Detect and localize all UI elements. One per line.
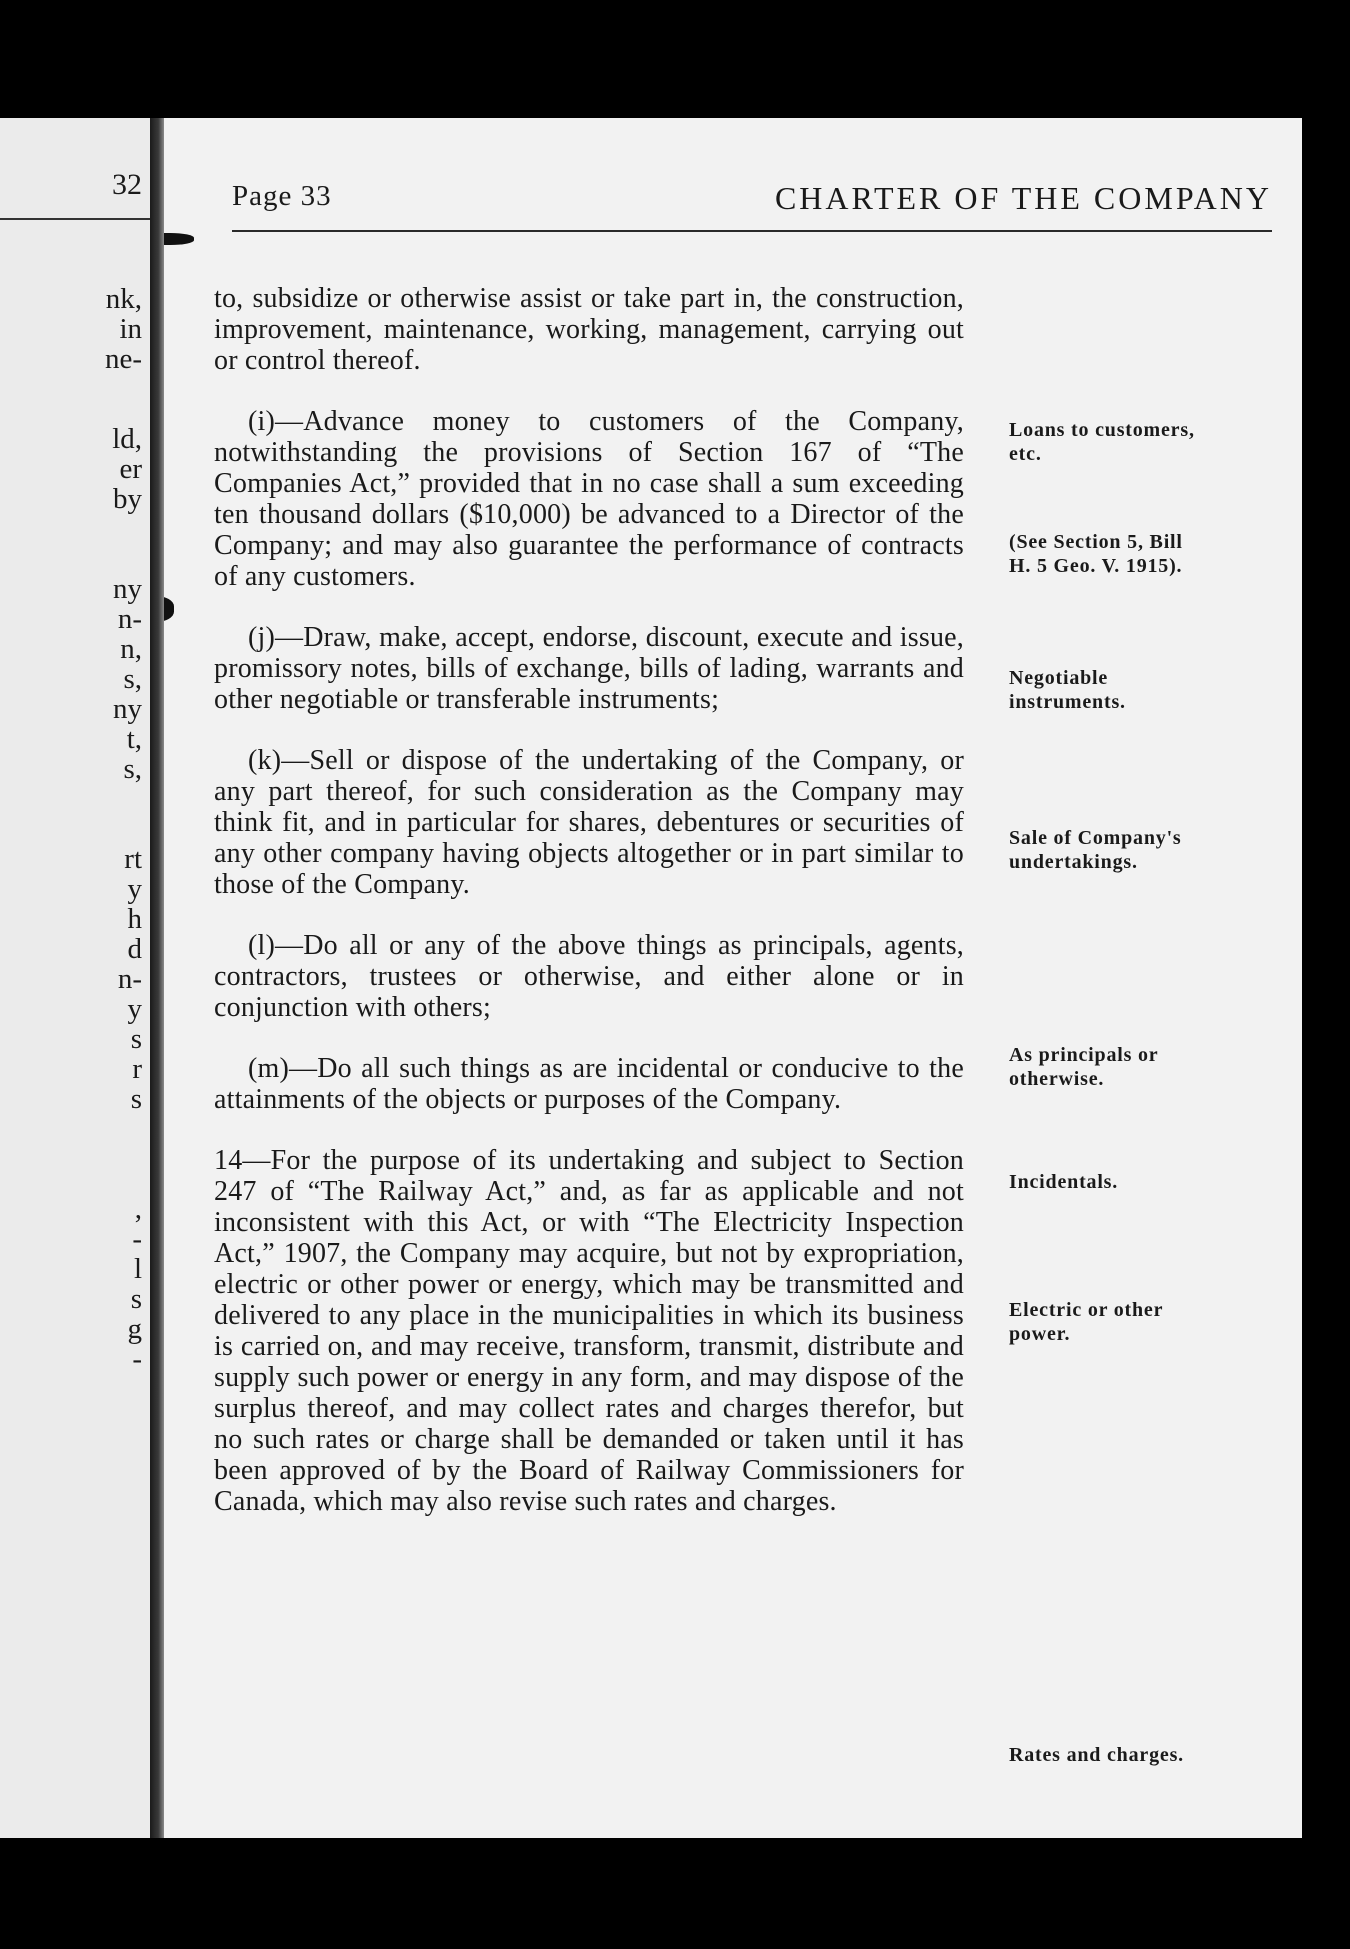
previous-page-fragment: g: [127, 1313, 142, 1345]
running-title: CHARTER OF THE COMPANY: [774, 180, 1272, 216]
previous-page-fragment: s: [130, 1023, 142, 1055]
clause-j: (j)—Draw, make, accept, endorse, discount, execute and issue, promissory notes, bills of exchange, bills of lading, warrants and other negotiable or transferable instruments;: [214, 622, 964, 715]
previous-page-fragment: -: [132, 1223, 142, 1255]
previous-page-fragment: by: [113, 483, 142, 515]
previous-page-fragment: s: [130, 1283, 142, 1315]
previous-page-fragment: n-: [117, 603, 142, 635]
previous-page-fragment: -: [132, 1343, 142, 1375]
previous-page-fragment: h: [127, 903, 142, 935]
previous-page-fragment: y: [127, 993, 142, 1025]
page-33: [164, 118, 1302, 1838]
previous-page-fragment: d: [127, 933, 142, 965]
margin-note-incidentals: Incidentals.: [1009, 1171, 1119, 1193]
binding-stitch: [164, 233, 194, 245]
margin-note-principals: As principals or otherwise.: [1009, 1044, 1159, 1090]
margin-note-reference: (See Section 5, Bill H. 5 Geo. V. 1915).: [1009, 531, 1183, 577]
clause-k: (k)—Sell or dispose of the undertaking of the Company, or any part thereof, for such consideration as the Company may think fit, and in particular for shares, debentures or securities of any other company having objects altogether or in part similar to those of the Company.: [214, 745, 964, 900]
margin-note-sale: Sale of Company's undertakings.: [1009, 827, 1182, 873]
header-rule: [232, 230, 1272, 232]
previous-page-fragment: ne-: [104, 343, 142, 375]
page-number: Page 33: [232, 180, 332, 212]
margin-note-negotiable: Negotiable instruments.: [1009, 667, 1126, 713]
previous-page-fragment: n-: [117, 963, 142, 995]
previous-page-fragment: rt: [124, 843, 142, 875]
previous-page-fragment: s,: [123, 663, 142, 695]
previous-page-fragment: ,: [134, 1193, 142, 1225]
clause-i: (i)—Advance money to customers of the Company, notwithstanding the provisions of Section 167 of “The Companies Act,” provided that in no case shall a sum exceeding ten thousand dollars ($10,000) be advanced to a Director of the Company; and may also guarantee the performance of contracts of any customers.: [214, 406, 964, 592]
previous-page-fragment: ny: [113, 693, 142, 725]
previous-page-edge: [0, 118, 150, 1838]
paragraph-continuation: to, subsidize or otherwise assist or take part in, the construction, improvement, maintenance, working, management, carrying out or control thereof.: [214, 283, 964, 376]
previous-page-fragment: ld,: [112, 423, 142, 455]
binding-stitch: [164, 596, 174, 622]
previous-page-fragment: ny: [113, 573, 142, 605]
previous-page-header-rule: [0, 218, 150, 220]
section-14: 14—For the purpose of its undertaking and subject to Section 247 of “The Railway Act,” and, as far as applicable and not inconsistent with this Act, or with “The Electricity Inspection Act,” 1907, the Company may acquire, but not by expropriation, electric or other power or energy, which may be transmitted and delivered to any place in the municipalities in which its business is carried on, and may receive, transform, transmit, distribute and supply such power or energy in any form, and may dispose of the surplus thereof, and may collect rates and charges therefor, but no such rates or charge shall be demanded or taken until it has been approved of by the Board of Railway Commissioners for Canada, which may also revise such rates and charges.: [214, 1145, 964, 1517]
clause-l: (l)—Do all or any of the above things as principals, agents, contractors, trustees or otherwise, and either alone or in conjunction with others;: [214, 930, 964, 1023]
clause-m: (m)—Do all such things as are incidental or conducive to the attainments of the objects or purposes of the Company.: [214, 1053, 964, 1115]
previous-page-fragment: s: [130, 1083, 142, 1115]
previous-page-fragment: y: [127, 873, 142, 905]
margin-note-electric: Electric or other power.: [1009, 1299, 1163, 1345]
previous-page-fragment: t,: [126, 723, 142, 755]
previous-page-fragment: nk,: [105, 283, 142, 315]
margin-note-loans: Loans to customers, etc.: [1009, 419, 1195, 465]
previous-page-fragment: s,: [123, 753, 142, 785]
page-header: [232, 180, 1272, 220]
previous-page-number: 32: [112, 168, 142, 201]
previous-page-fragment: in: [119, 313, 142, 345]
book-gutter: [150, 118, 164, 1838]
previous-page-fragment: r: [132, 1053, 142, 1085]
previous-page-fragment: n,: [120, 633, 142, 665]
body-text: [214, 283, 964, 1547]
previous-page-fragment: l: [133, 1253, 142, 1285]
margin-note-rates: Rates and charges.: [1009, 1744, 1184, 1766]
previous-page-fragment: er: [119, 453, 142, 485]
